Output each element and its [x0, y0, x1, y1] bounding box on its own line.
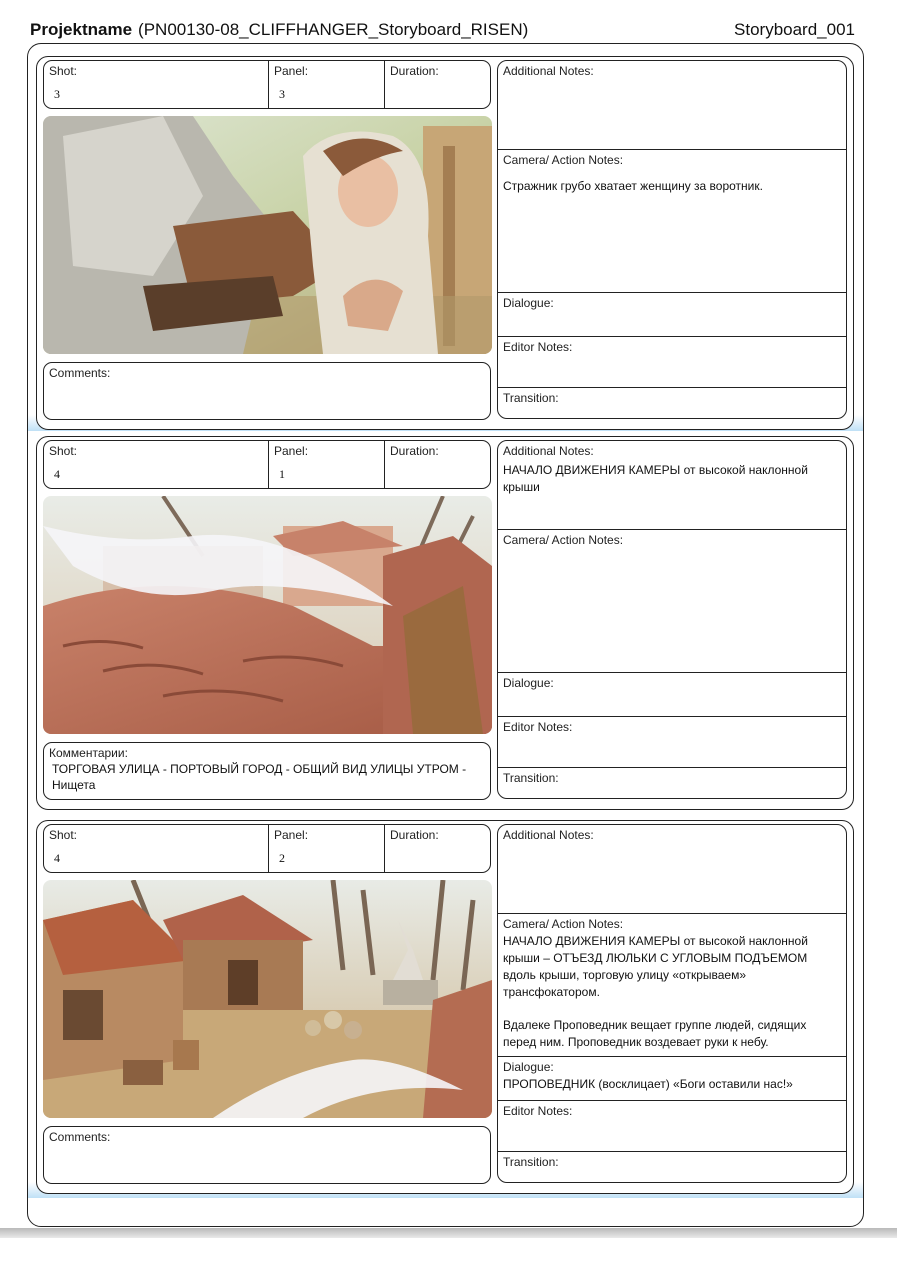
storyboard-id: Storyboard_001 — [734, 20, 855, 39]
editor-notes-label: Editor Notes: — [503, 340, 573, 354]
additional-notes-label: Additional Notes: — [503, 64, 594, 78]
comments-box — [43, 1126, 491, 1184]
storyboard-image-market-street-preacher — [43, 880, 492, 1118]
shot-label: Shot: — [49, 828, 78, 842]
panel-cell — [268, 825, 385, 872]
project-title — [30, 20, 528, 40]
additional-notes-text: НАЧАЛО ДВИЖЕНИЯ КАМЕРЫ от высокой наклонной крыши — [503, 463, 808, 494]
editor-notes-section — [498, 336, 846, 387]
storyboard-image-rooftop-with-cloth — [43, 496, 492, 734]
shot-cell — [44, 61, 268, 108]
transition-label: Transition: — [503, 771, 559, 785]
project-code: (PN00130-08_CLIFFHANGER_Storyboard_RISEN) — [138, 20, 529, 39]
transition-section — [498, 1151, 846, 1182]
panel-cell — [268, 441, 385, 488]
panel-cell — [268, 61, 385, 108]
transition-section — [498, 767, 846, 798]
camera-notes-text: Стражник грубо хватает женщину за воротник. — [503, 179, 763, 193]
editor-notes-section — [498, 716, 846, 767]
shot-cell — [44, 825, 268, 872]
additional-notes-section — [498, 61, 846, 149]
camera-notes-section — [498, 149, 846, 292]
duration-label: Duration: — [390, 444, 439, 458]
notes-panel — [497, 440, 847, 799]
duration-cell — [384, 441, 491, 488]
duration-label: Duration: — [390, 828, 439, 842]
shot-label: Shot: — [49, 444, 78, 458]
additional-notes-section — [498, 825, 846, 913]
editor-notes-label: Editor Notes: — [503, 720, 573, 734]
camera-notes-text-2: Вдалеке Проповедник вещает группе людей, сидящих перед ним. Проповедник воздевает руки к небу. — [503, 1018, 807, 1049]
camera-notes-label: Camera/ Action Notes: — [503, 917, 624, 931]
panel-value: 2 — [279, 851, 285, 865]
comments-label: Comments: — [49, 366, 111, 380]
page-bottom-shadow — [0, 1228, 897, 1238]
comments-text: ТОРГОВАЯ УЛИЦА - ПОРТОВЫЙ ГОРОД - ОБЩИЙ ВИД УЛИЦЫ УТРОМ - Нищета — [52, 762, 467, 792]
project-label: Projektname — [30, 20, 133, 39]
comments-box — [43, 362, 491, 420]
panel-value: 3 — [279, 87, 285, 101]
duration-cell — [384, 825, 491, 872]
duration-cell — [384, 61, 491, 108]
transition-label: Transition: — [503, 391, 559, 405]
shot-info-box — [43, 60, 491, 109]
dialogue-section — [498, 672, 846, 716]
shot-cell — [44, 441, 268, 488]
storyboard-frame-2 — [36, 436, 854, 810]
shot-value: 4 — [54, 467, 60, 481]
camera-notes-label: Camera/ Action Notes: — [503, 533, 624, 547]
panel-value: 1 — [279, 467, 285, 481]
dialogue-label: Dialogue: — [503, 296, 554, 310]
camera-notes-label: Camera/ Action Notes: — [503, 153, 624, 167]
panel-label: Panel: — [274, 828, 309, 842]
additional-notes-label: Additional Notes: — [503, 444, 594, 458]
storyboard-frame-1 — [36, 56, 854, 430]
additional-notes-label: Additional Notes: — [503, 828, 594, 842]
camera-notes-section — [498, 529, 846, 672]
notes-panel — [497, 824, 847, 1183]
comments-label: Комментарии: — [49, 746, 128, 760]
shot-info-box — [43, 824, 491, 873]
editor-notes-section — [498, 1100, 846, 1151]
editor-notes-label: Editor Notes: — [503, 1104, 573, 1118]
camera-notes-section — [498, 913, 846, 1056]
dialogue-label: Dialogue: — [503, 1060, 554, 1074]
comments-box — [43, 742, 491, 800]
transition-label: Transition: — [503, 1155, 559, 1169]
storyboard-image-guard-grabs-woman — [43, 116, 492, 354]
page-header — [30, 18, 857, 44]
duration-label: Duration: — [390, 64, 439, 78]
dialogue-text: ПРОПОВЕДНИК (восклицает) «Боги оставили нас!» — [503, 1077, 793, 1091]
shot-value: 3 — [54, 87, 60, 101]
dialogue-section — [498, 292, 846, 336]
notes-panel — [497, 60, 847, 419]
shot-info-box — [43, 440, 491, 489]
transition-section — [498, 387, 846, 418]
dialogue-label: Dialogue: — [503, 676, 554, 690]
shot-label: Shot: — [49, 64, 78, 78]
dialogue-section — [498, 1056, 846, 1100]
comments-label: Comments: — [49, 1130, 111, 1144]
storyboard-frame-3 — [36, 820, 854, 1194]
camera-notes-text: НАЧАЛО ДВИЖЕНИЯ КАМЕРЫ от высокой наклонной крыши – ОТЪЕЗД ЛЮЛЬКИ С УГЛОВЫМ ПОДЪЕМОМ вдоль крыши, торговую улицу «открываем» трансфокатором. — [503, 934, 808, 999]
additional-notes-section — [498, 441, 846, 529]
panel-label: Panel: — [274, 64, 309, 78]
panel-label: Panel: — [274, 444, 309, 458]
shot-value: 4 — [54, 851, 60, 865]
